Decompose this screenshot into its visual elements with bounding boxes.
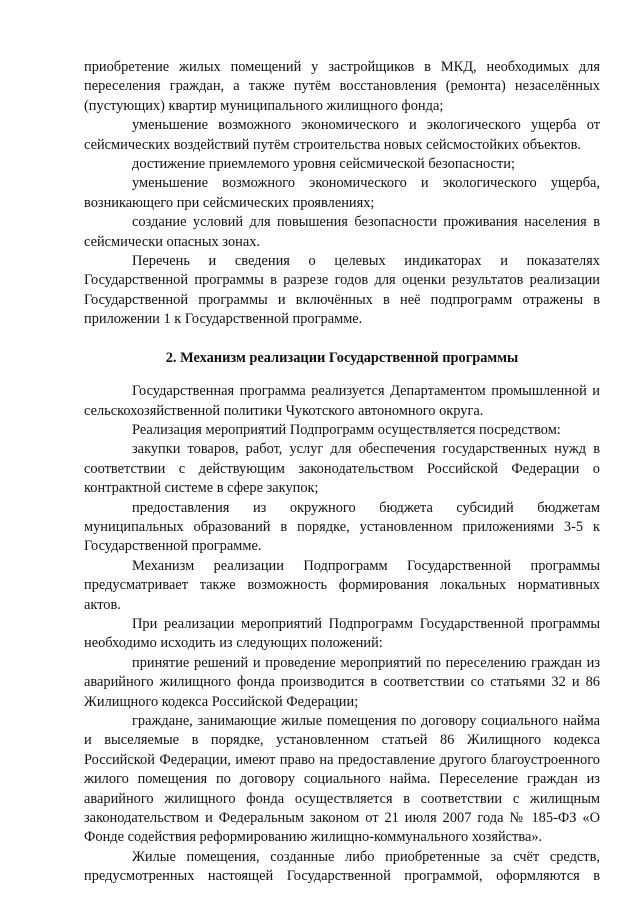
paragraph: Реализация мероприятий Подпрограмм осуществляется посредством: <box>132 421 561 438</box>
paragraph: создание условий для повышения безопасности проживания населения в сейсмически опасных зонах. <box>84 214 600 250</box>
paragraph: граждане, занимающие жилые помещения по договору социального найма и выселяемые в порядке, установленном статьей 86 Жилищного кодекса Российской Федерации, имеют право на предоставление другого благоустроенного жилого помещения по договору социального найма. Переселение граждан из аварийного жилищного фонда осуществляется в соответствии с жилищным законодательством и Федеральным законом от 21 июля 2007 года № 185-ФЗ «О Фонде содействия реформированию жилищно-коммунального хозяйства». <box>84 713 600 846</box>
paragraph: уменьшение возможного экономического и экологического ущерба от сейсмических воздействий путём строительства новых сейсмостойких объектов. <box>84 117 600 153</box>
paragraph: Перечень и сведения о целевых индикаторах и показателях Государственной программы в разрезе годов для оценки результатов реализации Государственной программы и включённых в неё подпрограмм отражены в приложении 1 к Государственной программе. <box>84 253 600 328</box>
paragraph: закупки товаров, работ, услуг для обеспечения государственных нужд в соответствии с действующим законодательством Российской Федерации о контрактной системе в сфере закупок; <box>84 441 600 497</box>
paragraph: предоставления из окружного бюджета субсидий бюджетам муниципальных образований в порядке, установленном приложениями 3-5 к Государственной программе. <box>84 499 600 555</box>
paragraph-continued: Жилые помещения, созданные либо приобретенные за счёт средств, предусмотренных настоящей Государственной программой, оформляются в <box>84 848 600 885</box>
section-heading: 2. Механизм реализации Государственной программы <box>165 349 519 366</box>
paragraph: Государственная программа реализуется Департаментом промышленной и сельскохозяйственной политики Чукотского автономного округа. <box>84 383 600 419</box>
paragraph: уменьшение возможного экономического и экологического ущерба, возникающего при сейсмических проявлениях; <box>84 175 600 211</box>
paragraph: Механизм реализации Подпрограмм Государственной программы предусматривает также возможность формирования локальных нормативных актов. <box>84 557 600 613</box>
paragraph: принятие решений и проведение мероприятий по переселению граждан из аварийного жилищного фонда производится в соответствии со статьями 32 и 86 Жилищного кодекса Российской Федерации; <box>84 654 600 710</box>
paragraph: приобретение жилых помещений у застройщиков в МКД, необходимых для переселения граждан, а также путём восстановления (ремонта) незаселённых (пустующих) квартир муниципального жилищного фонда; <box>84 59 600 114</box>
paragraph: достижение приемлемого уровня сейсмической безопасности; <box>132 156 515 173</box>
paragraph: При реализации мероприятий Подпрограмм Государственной программы необходимо исходить из следующих положений: <box>84 615 600 652</box>
